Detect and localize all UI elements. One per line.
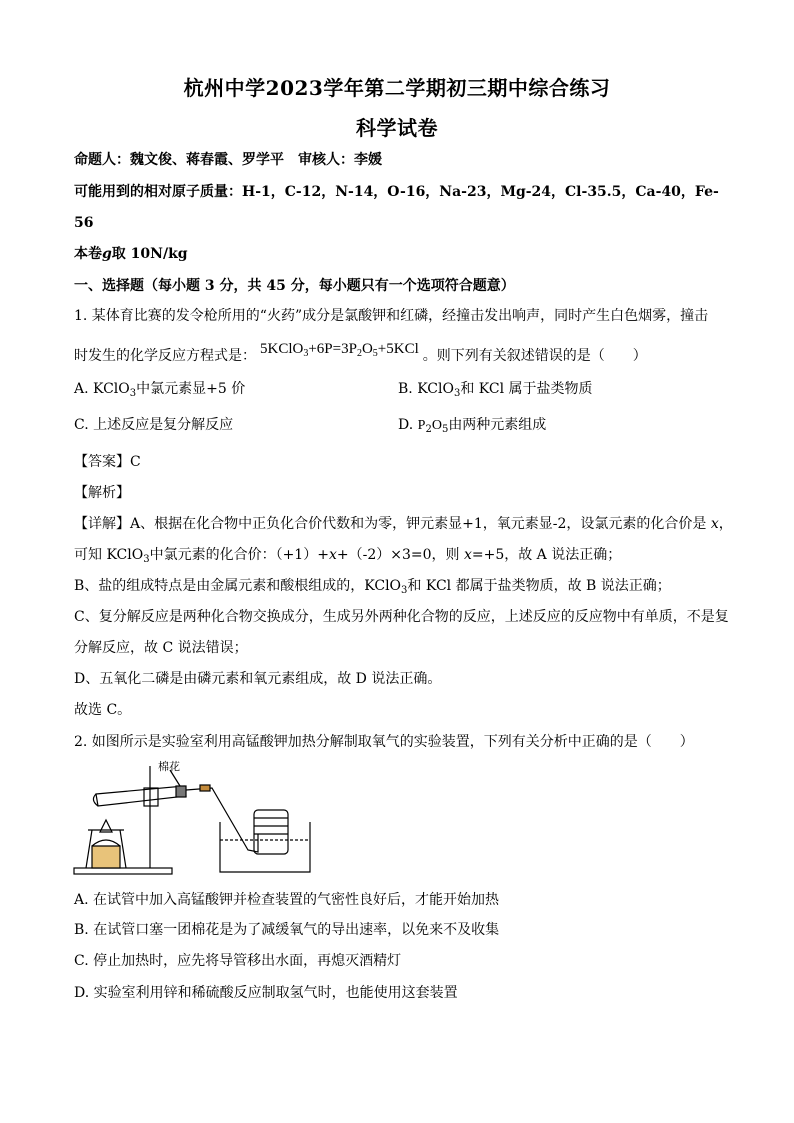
q1-option-c[interactable]: C. 上述反应是复分解反应 bbox=[74, 417, 234, 433]
q1-opt-d-o: O bbox=[431, 418, 442, 433]
atomic-masses-line-2: 56 bbox=[74, 215, 94, 231]
q1-conclusion: 故选 C。 bbox=[74, 702, 132, 718]
gas-bottle bbox=[254, 810, 288, 854]
q1-stem-suffix: 。则下列有关叙述错误的是（ ） bbox=[422, 348, 647, 364]
q1-detail2-pre: 可知 KClO bbox=[74, 547, 144, 563]
lamp-top bbox=[92, 840, 120, 846]
q1-opt-d-sub1: 2 bbox=[425, 424, 432, 435]
tripod-leg-left bbox=[86, 830, 92, 868]
eq-part-d: +5KCl bbox=[377, 341, 419, 357]
gravity-line bbox=[74, 244, 724, 264]
q1-opt-d-p: P bbox=[417, 418, 426, 433]
q1-stem-prefix: 时发生的化学反应方程式是： bbox=[74, 348, 256, 364]
eq-sub-b: 2 bbox=[356, 348, 362, 359]
delivery-tube bbox=[186, 788, 258, 852]
q1-detail2-x: x bbox=[328, 547, 337, 563]
q1-detail2-mid: 中氯元素的化合价：（+1）+ bbox=[149, 547, 329, 563]
q1-opt-b-pre: B. KClO bbox=[398, 381, 454, 397]
q1-opt-b-sub: 3 bbox=[453, 388, 461, 399]
q2-option-b[interactable]: B. 在试管口塞一团棉花是为了减缓氧气的导出速率，以免来不及收集 bbox=[74, 922, 500, 938]
q1-detail-line3 bbox=[74, 576, 724, 596]
q1-detail-line5: 分解反应，故 C 说法错误； bbox=[74, 640, 248, 656]
q1-equation bbox=[260, 341, 419, 357]
eq-part-b: +6P=3P bbox=[308, 341, 357, 357]
q1-analysis-label: 【解析】 bbox=[74, 485, 130, 501]
q1-detail-line4: C、复分解反应是两种化合物交换成分，生成另外两种化合物的反应，上述反应的反应物中有单质，不是复 bbox=[74, 609, 729, 625]
water-trough bbox=[220, 822, 310, 872]
eq-sub-c: 5 bbox=[372, 348, 378, 359]
q1-detail2-sub: 3 bbox=[143, 554, 150, 565]
q1-opt-d-pre: D. bbox=[398, 417, 418, 433]
q2-stem: 2. 如图所示是实验室利用高锰酸钾加热分解制取氧气的实验装置，下列有关分析中正确的是（ ） bbox=[74, 734, 694, 750]
atomic-masses-line: 可能用到的相对原子质量：H-1，C-12，N-14，O-16，Na-23，Mg-24，Cl-35.5，Ca-40，Fe- bbox=[74, 184, 719, 200]
q1-opt-a-sub: 3 bbox=[129, 388, 137, 399]
q1-stem-line2 bbox=[74, 341, 724, 366]
exam-title: 杭州中学2023学年第二学期初三期中综合练习 bbox=[183, 76, 611, 100]
q1-detail2-mid2: +（-2）×3=0，则 bbox=[336, 547, 464, 563]
q1-detail1-post: ， bbox=[718, 516, 733, 532]
gravity-var: g bbox=[102, 246, 112, 262]
tripod-leg-right bbox=[120, 830, 126, 868]
oxygen-apparatus-diagram bbox=[72, 760, 322, 880]
q1-stem-line1: 1. 某体育比赛的发令枪所用的“火药”成分是氯酸钾和红磷，经撞击发出响声，同时产生白色烟雾，撞击 bbox=[74, 308, 709, 324]
section-heading: 一、选择题（每小题 3 分，共 45 分，每小题只有一个选项符合题意） bbox=[74, 278, 515, 294]
stand-base bbox=[74, 868, 172, 874]
q1-detail3-sub: 3 bbox=[401, 585, 408, 596]
eq-part-a: 5KClO bbox=[260, 341, 304, 357]
cotton-label: 棉花 bbox=[158, 761, 180, 773]
q2-option-c[interactable]: C. 停止加热时，应先将导管移出水面，再熄灭酒精灯 bbox=[74, 953, 402, 969]
q1-opt-d-sub2: 5 bbox=[441, 424, 449, 435]
q1-detail1-var: x bbox=[710, 516, 719, 532]
q1-answer: 【答案】C bbox=[74, 454, 141, 470]
q1-detail-line2 bbox=[74, 545, 724, 565]
q1-opt-a-pre: A. KClO bbox=[74, 381, 130, 397]
q1-option-d[interactable] bbox=[398, 415, 546, 436]
rubber-connector bbox=[200, 785, 210, 791]
q1-detail-line1 bbox=[74, 514, 733, 534]
gravity-prefix: 本卷 bbox=[74, 246, 102, 262]
exam-subtitle: 科学试卷 bbox=[356, 116, 438, 140]
q1-detail-line6: D、五氧化二磷是由磷元素和氧元素组成，故 D 说法正确。 bbox=[74, 671, 442, 687]
cotton-stopper bbox=[176, 786, 186, 797]
q2-option-a[interactable]: A. 在试管中加入高锰酸钾并检查装置的气密性良好后，才能开始加热 bbox=[74, 892, 500, 908]
q1-opt-d-post: 由两种元素组成 bbox=[448, 417, 547, 433]
gravity-suffix: 取 10N/kg bbox=[111, 246, 188, 262]
q1-option-b[interactable] bbox=[398, 379, 593, 399]
q1-opt-b-post: 和 KCl 属于盐类物质 bbox=[460, 381, 593, 397]
alcohol-lamp bbox=[92, 846, 120, 868]
q1-detail2-post: =+5，故 A 说法正确； bbox=[471, 547, 622, 563]
eq-part-c: O bbox=[361, 341, 373, 357]
clamp bbox=[144, 788, 158, 806]
q1-option-a[interactable] bbox=[74, 379, 245, 399]
q2-option-d[interactable]: D. 实验室利用锌和稀硫酸反应制取氢气时，也能使用这套装置 bbox=[74, 985, 458, 1001]
q1-detail3-pre: B、盐的组成特点是由金属元素和酸根组成的，KClO bbox=[74, 578, 402, 594]
q1-detail2-x2: x bbox=[463, 547, 472, 563]
test-tube bbox=[96, 786, 186, 806]
q1-opt-a-post: 中氯元素显+5 价 bbox=[136, 381, 246, 397]
eq-sub-a: 3 bbox=[303, 348, 309, 359]
authors-line: 命题人：魏文俊、蒋春霞、罗学平 审核人：李媛 bbox=[74, 152, 382, 168]
q1-detail1-pre: 【详解】A、根据在化合物中正负化合价代数和为零，钾元素显+1，氧元素显-2，设氯元素的化合价是 bbox=[74, 516, 711, 532]
q1-detail3-post: 和 KCl 都属于盐类物质，故 B 说法正确； bbox=[407, 578, 671, 594]
